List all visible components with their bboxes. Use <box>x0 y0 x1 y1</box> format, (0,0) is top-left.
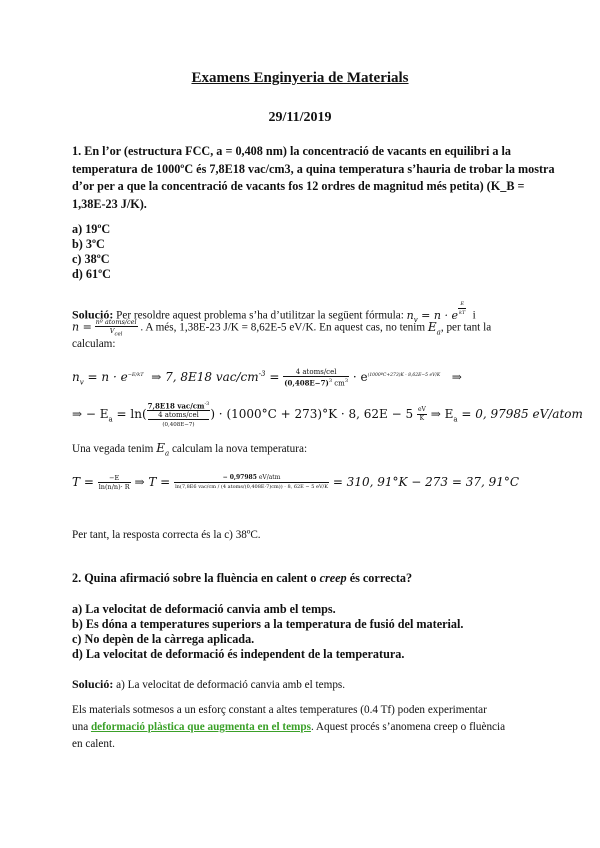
question-2-start: 2. Quina afirmació sobre la fluència en calent o <box>72 571 317 585</box>
question-1-options <box>72 222 111 282</box>
equation-2: ⇒ − $E_a = \ln$( 7,8E18 vac/$cm^{-3}$ 4 atoms/cel (0,408E−7) ) · (1000°C + 273)°K · 8, 62E − 5 $\frac{eV}{K}$ ⇒ $E_a = 0$, 97985 eV/atom <box>72 401 583 429</box>
option-a: a) La velocitat de deformació canvia amb el temps. <box>72 602 336 616</box>
eq-result: = 0, 97985 eV/atom <box>461 407 583 422</box>
eq-symbol: · e <box>352 370 368 385</box>
question-1-line: temperatura de 1000ºC és 7,8E18 vac/cm3, a quina temperatura s’hauria de trobar la mostra <box>72 161 555 176</box>
document-date: 29/11/2019 <box>268 110 332 125</box>
eq-sign: = <box>269 370 280 385</box>
equation-1: $n_v = n \cdot e^{-E/kT}$ ⇒ 7, 8E18 vac/$cm^{-3}$ = $\frac{\text{4 atoms/cel}}{(0,408E-7)^3 cm^3}$ · $e^{(1000ºC+273)K \cdot 8,62E-5 eV/K}$ ⇒ <box>72 368 462 388</box>
eq-result: = 310, 91°K − 273 = 37, 91°C <box>332 475 520 489</box>
solution-2-answer <box>72 676 530 694</box>
eq-log-den <box>147 411 211 429</box>
solution-2-line: Els materials sotmesos a un esforç constant a altes temperatures (0.4 Tf) poden experimentar <box>72 704 487 716</box>
solution-2-text: . Aquest procés s’anomena creep o fluència <box>310 721 506 733</box>
eq-exponent: -3 <box>258 370 266 379</box>
eq-unit-num: eV <box>417 406 426 414</box>
solution-text: Una vegada tenim <box>72 443 154 455</box>
t2-den-text: ln(7,8E6 vac/cm / (4 atoms/(0,408E·7)cm)) · 8, 62E − 5 <box>175 484 315 490</box>
eq-log-num-text: 7,8E18 vac/cm <box>147 401 205 411</box>
question-1-text <box>72 143 555 213</box>
option-b: b) Es dóna a temperatures superiors a la temperatura de fusió del material. <box>72 617 464 631</box>
question-1-line: 1. En l’or (estructura FCC, a = 0,408 nm) la concentració de vacants en equilibri a la <box>72 144 511 158</box>
solution-1-line-4: Una vegada tenim $E_a$ calculam la nova temperatura: <box>72 441 308 458</box>
question-1-line: 1,38E-23 J/K). <box>72 196 147 211</box>
fraction-numerator: nº atoms/cel <box>95 318 137 326</box>
question-2-end: és correcta? <box>349 571 413 585</box>
solution-2-line: en calent. <box>72 738 115 750</box>
t2-fraction-num <box>174 474 329 483</box>
t-fraction-num: −E <box>98 474 131 483</box>
exponent-fraction <box>458 300 466 317</box>
implies-arrow: ⇒ <box>151 370 162 385</box>
eq-symbol: E <box>444 407 454 422</box>
question-1-line: d’or per a que la concentració de vacants fos 12 ordres de magnitud més petita) (K_B = <box>72 179 525 193</box>
t2-num-value: − 0,97985 <box>222 474 257 481</box>
implies-arrow: ⇒ <box>430 407 441 422</box>
solution-1-line-3: calculam: <box>72 338 116 350</box>
eq-fraction-num: 4 atoms/cel <box>283 368 349 377</box>
activation-energy-symbol: E <box>427 319 437 334</box>
question-2-text <box>72 570 530 588</box>
option-c: c) No depèn de la càrrega aplicada. <box>72 632 255 646</box>
eq-symbol: ⇒ − E <box>72 407 109 422</box>
eq-unit-den: K <box>419 415 425 423</box>
eq-log-den-bot: (0,408E−7) <box>162 422 195 429</box>
eq-symbol: = ln( <box>116 407 147 422</box>
solution-text: . A més, 1,38E-23 J/K = 8,62E-5 eV/K. En aquest cas, no tenim <box>140 321 426 334</box>
t2-den-unit: eV/K <box>315 484 328 490</box>
eq-symbol: = n · e <box>87 370 128 385</box>
eq-fraction-den-unit: cm <box>334 379 345 388</box>
eq-e-exponent: (1000ºC+273)K · 8,62E−5 eV/K <box>367 373 441 379</box>
eq-fraction-den-text: (0,408E−7) <box>284 378 329 388</box>
formula-symbol: = n · e <box>421 308 458 322</box>
formula-symbol: n <box>406 308 414 322</box>
solution-label: Solució: <box>72 677 114 691</box>
eq-symbol: n <box>72 370 80 385</box>
option-a: a) 19ºC <box>72 222 111 236</box>
solution-text: , per tant la <box>440 321 492 334</box>
t2-fraction-den <box>174 483 329 491</box>
option-d: d) La velocitat de deformació és independent de la temperatura. <box>72 647 405 661</box>
eq-symbol: T = <box>72 475 94 489</box>
formula-symbol: n = <box>72 320 92 334</box>
conjunction: i <box>472 309 476 322</box>
option-b: b) 3ºC <box>72 237 105 251</box>
fraction-denominator-sub: cel <box>114 331 123 338</box>
formula-subscript: v <box>413 315 418 324</box>
t-fraction <box>98 474 131 491</box>
solution-text: Per resoldre aquest problema s’ha d’utilitzar la següent fórmula: <box>116 309 404 322</box>
solution-1-conclusion: Per tant, la resposta correcta és la c) 38ºC. <box>72 529 261 541</box>
solution-2-paragraph <box>72 702 530 753</box>
solution-answer: a) La velocitat de deformació canvia amb el temps. <box>116 679 346 691</box>
eq-symbol: T = <box>148 475 171 489</box>
activation-energy-sub: a <box>436 328 441 337</box>
eq-symbol: ) · (1000°C + 273)°K · 8, 62E − 5 <box>210 407 414 422</box>
t-fraction-den: ln(n/n)· R <box>98 483 130 491</box>
implies-arrow: ⇒ <box>134 475 145 489</box>
implies-arrow: ⇒ <box>451 370 462 385</box>
highlighted-link[interactable]: deformació plàstica que augmenta en el temps <box>90 721 311 733</box>
option-c: c) 38ºC <box>72 252 110 266</box>
eq-value: 7, 8E18 vac/cm <box>165 370 259 385</box>
eq-log-fraction <box>147 400 211 429</box>
question-2-emphasis: creep <box>319 571 347 585</box>
eq-fraction <box>283 368 349 387</box>
eq-fraction-den: $(0,408E-7)^3$ $cm^3$ <box>284 378 348 388</box>
equation-3 <box>72 474 519 491</box>
solution-2-line <box>72 719 530 736</box>
solution-text: calculam la nova temperatura: <box>171 443 308 455</box>
eq-log-den-top: 4 atoms/cel <box>148 411 210 420</box>
eq-log-num: 7,8E18 vac/$cm^{-3}$ <box>147 401 210 411</box>
t2-fraction <box>174 474 329 491</box>
document-title: Examens Enginyeria de Materials <box>191 70 409 86</box>
eq-unit <box>417 406 427 423</box>
solution-2-text: una <box>72 721 89 733</box>
option-d: d) 61ºC <box>72 267 111 281</box>
fraction-denominator-text: V <box>109 327 115 335</box>
question-2-options <box>72 602 463 662</box>
exponent-numerator: E <box>458 300 466 309</box>
solution-label: Solució: <box>72 307 114 322</box>
t2-num-unit: eV/atm <box>258 474 281 481</box>
exponent-denominator: kT <box>458 310 466 316</box>
